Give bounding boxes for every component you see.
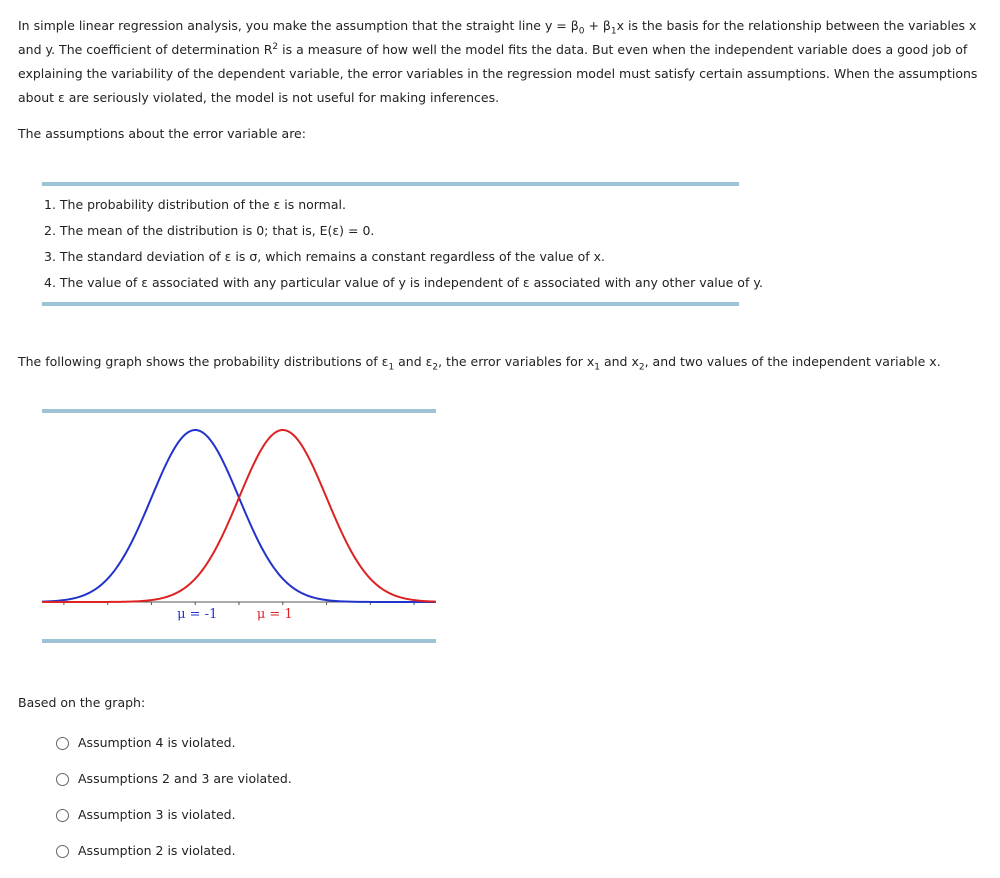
graph-box-bottom-rule bbox=[42, 639, 436, 643]
option-label: Assumption 2 is violated. bbox=[78, 843, 236, 858]
mu-label-epsilon1: μ = -1 bbox=[177, 607, 218, 622]
assumption-item: 4. The value of ε associated with any particular value of y is independent of ε associated with any other value of y. bbox=[44, 275, 763, 290]
assumptions-box-bottom-rule bbox=[42, 302, 739, 306]
radio-button[interactable] bbox=[56, 773, 69, 786]
option-assumption-4[interactable] bbox=[56, 734, 292, 770]
answer-options bbox=[56, 734, 292, 878]
option-assumptions-2-3[interactable] bbox=[56, 770, 292, 806]
assumptions-box-top-rule bbox=[42, 182, 739, 186]
question-prompt: Based on the graph: bbox=[18, 695, 146, 710]
graph-box-top-rule bbox=[42, 409, 436, 413]
option-label: Assumption 4 is violated. bbox=[78, 735, 236, 750]
radio-button[interactable] bbox=[56, 809, 69, 822]
option-label: Assumptions 2 and 3 are violated. bbox=[78, 771, 292, 786]
epsilon2-curve bbox=[42, 430, 436, 602]
intro-paragraph: In simple linear regression analysis, you make the assumption that the straight line $y = \beta_0 + \beta_1x$ is the basis for the relationship between the variables x and y. The coefficient of determination $R^2$ is a measure of how well the model fits the data. But even when the independent variable does a good job of explaining the variability of the dependent variable, the error variables in the regression model must satisfy certain assumptions. When the assumptions about ε are seriously violated, the model is not useful for making inferences. bbox=[18, 18, 978, 105]
option-assumption-2[interactable] bbox=[56, 842, 292, 878]
assumptions-intro: The assumptions about the error variable are: bbox=[18, 126, 306, 141]
radio-button[interactable] bbox=[56, 737, 69, 750]
assumption-item: 1. The probability distribution of the ε is normal. bbox=[44, 197, 346, 212]
option-assumption-3[interactable] bbox=[56, 806, 292, 842]
assumptions-list bbox=[44, 194, 763, 298]
option-label: Assumption 3 is violated. bbox=[78, 807, 236, 822]
epsilon1-curve bbox=[42, 430, 436, 602]
mu-label-epsilon2: μ = 1 bbox=[256, 607, 293, 622]
graph-intro: The following graph shows the probability distributions of $\varepsilon_1$ and $\varepsilon_2$, the error variables for $x_1$ and $x_2$, and two values of the independent variable x. bbox=[18, 354, 941, 373]
distribution-chart bbox=[42, 418, 436, 630]
radio-button[interactable] bbox=[56, 845, 69, 858]
assumption-item: 2. The mean of the distribution is 0; that is, E(ε) = 0. bbox=[44, 223, 375, 238]
assumption-item: 3. The standard deviation of ε is σ, which remains a constant regardless of the value of x. bbox=[44, 249, 605, 264]
